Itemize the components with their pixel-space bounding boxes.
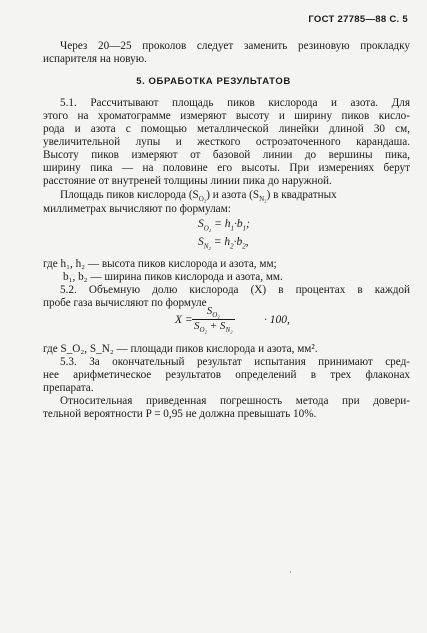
formula-x-rhs: · 100, [264, 314, 290, 326]
p51-line-7: расстояние от внутреней толщины линии пика до наружной. [43, 175, 332, 187]
p53-line-1: 5.3. За окончательный результат испытания принимают сред- [60, 356, 410, 368]
formula-x-fraction [192, 305, 235, 334]
p51-line-1: 5.1. Рассчитывают площадь пиков кислорода и азота. Для [60, 97, 410, 109]
formula-s-n2: $S_{N_2} = h_2\cdot b_2$, [198, 236, 249, 251]
formula-x-lhs: X = [175, 314, 193, 326]
page-mark: · [289, 567, 292, 577]
p53-line-2: нее арифметическое результатов определений в трех флаконах [43, 369, 410, 381]
section-title: 5. ОБРАБОТКА РЕЗУЛЬТАТОВ [136, 76, 291, 87]
intro-line-2: испарителя на новую. [43, 53, 147, 65]
p51-line-6: ширину пика — на половине его высоты. При измерениях берут [43, 162, 410, 174]
p52-line-1: 5.2. Объемную долю кислорода (X) в процентах в каждой [60, 284, 410, 296]
intro-line-1: Через 20—25 проколов следует заменить резиновую прокладку [60, 40, 410, 52]
areas-line-2: миллиметрах вычисляют по формулам: [43, 203, 231, 215]
fraction-denominator: $S_{O_2} + S_{N_2}$ [194, 320, 233, 335]
p51-line-4: увеличительной лупы и жесткого остроэаточенного карандаша. [43, 136, 410, 148]
fraction-numerator: $S_{O_2}$ [206, 305, 220, 320]
error-line-2: тельной вероятности P = 0,95 не должна превышать 10%. [43, 408, 317, 420]
areas-line-1: Площадь пиков кислорода $(S_{O_2})$ и азота $(S_{N_2})$ в квадратных [60, 189, 337, 204]
p51-line-3: рода и азота с помощью металлической линейки длиной 30 см, [43, 123, 410, 135]
page-header: ГОСТ 27785—88 С. 5 [308, 14, 408, 25]
where-widths: b₁, b₂ — ширина пиков кислорода и азота, мм. [63, 271, 283, 283]
where-areas: где S_O₂, S_N₂ — площади пиков кислорода и азота, мм². [43, 343, 318, 355]
formula-s-o2: $S_{O_2} = h_1\cdot b_1$; [198, 218, 250, 233]
p53-line-3: препарата. [43, 382, 94, 394]
p51-line-5: Высоту пиков измеряют от базовой линии до вершины пика, [43, 149, 410, 161]
p52-line-2: пробе газа вычисляют по формуле [43, 297, 207, 309]
error-line-1: Относительная приведенная погрешность метода при довери- [60, 395, 410, 407]
where-heights: где h₁, h₂ — высота пиков кислорода и азота, мм; [43, 258, 277, 270]
p51-line-2: этого на хроматограмме измеряют высоту и ширину пиков кисло- [43, 110, 410, 122]
